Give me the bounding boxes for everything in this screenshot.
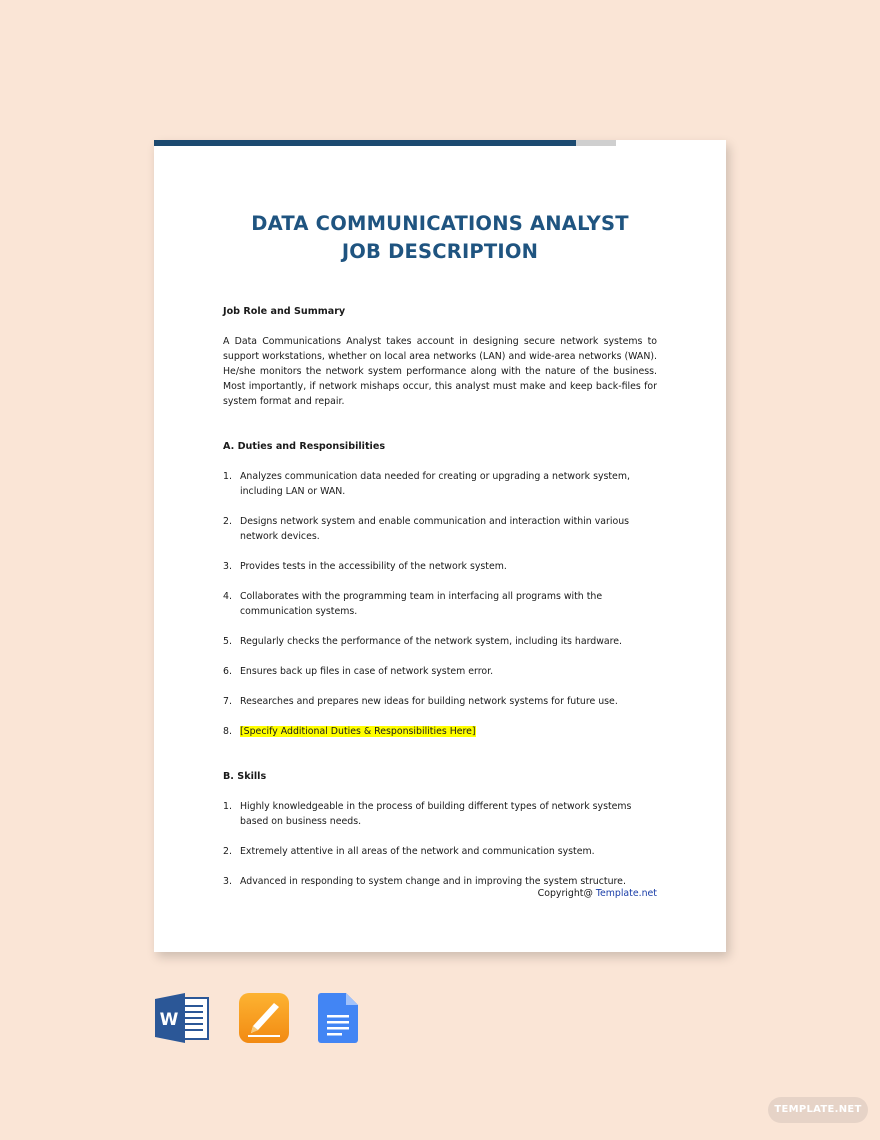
- list-item: [223, 694, 657, 709]
- item-number: 1.: [223, 801, 232, 812]
- top-accent-bar: [154, 140, 576, 146]
- list-item: [223, 634, 657, 649]
- copyright-notice: [538, 888, 657, 899]
- item-number: 1.: [223, 471, 232, 482]
- item-text: Analyzes communication data needed for creating or upgrading a network system, including LAN or WAN.: [240, 471, 630, 497]
- google-docs-icon[interactable]: [318, 993, 360, 1044]
- summary-heading: Job Role and Summary: [223, 306, 346, 317]
- word-letter: W: [159, 1010, 179, 1030]
- highlighted-placeholder: [Specify Additional Duties & Responsibilities Here]: [240, 726, 476, 737]
- list-item: [223, 664, 657, 679]
- item-number: 2.: [223, 516, 232, 527]
- item-text: Designs network system and enable communication and interaction within various network devices.: [240, 516, 630, 542]
- skills-heading: B. Skills: [223, 771, 267, 782]
- item-text: Advanced in responding to system change and in improving the system structure.: [240, 876, 626, 887]
- apple-pages-icon[interactable]: [238, 993, 290, 1044]
- ms-word-icon[interactable]: [155, 993, 211, 1043]
- top-accent-bar-gray: [576, 140, 616, 146]
- list-item: [223, 589, 657, 619]
- document-body: [223, 304, 657, 904]
- item-number: 3.: [223, 561, 232, 572]
- document-page: [154, 140, 726, 952]
- item-number: 3.: [223, 876, 232, 887]
- copyright-label: Copyright@: [537, 888, 596, 899]
- item-text: Provides tests in the accessibility of the network system.: [240, 561, 507, 572]
- item-number: 6.: [223, 666, 232, 677]
- item-number: 8.: [223, 726, 232, 737]
- list-item: [223, 799, 657, 829]
- copyright-link[interactable]: Template.net: [595, 888, 657, 899]
- item-text: Ensures back up files in case of network system error.: [240, 666, 494, 677]
- summary-paragraph: A Data Communications Analyst takes account in designing secure network systems to support workstations, whether on local area networks (LAN) and wide-area networks (WAN). He/she monitors the network system performance along with the nature of the business. Most importantly, if network mishaps occur, this analyst must make and keep back-files for system format and repair.: [223, 336, 657, 407]
- list-item: [223, 469, 657, 499]
- list-item: [223, 514, 657, 544]
- item-number: 4.: [223, 591, 232, 602]
- skills-list: [223, 799, 657, 889]
- item-number: 5.: [223, 636, 232, 647]
- list-item: [223, 559, 657, 574]
- title-line-1: DATA COMMUNICATIONS ANALYST: [251, 212, 629, 235]
- item-text: Highly knowledgeable in the process of building different types of network systems based on business needs.: [240, 801, 632, 827]
- item-text: Extremely attentive in all areas of the network and communication system.: [240, 846, 595, 857]
- list-item: [223, 724, 657, 739]
- document-title: [154, 210, 726, 266]
- title-line-2: JOB DESCRIPTION: [341, 240, 539, 263]
- duties-heading: A. Duties and Responsibilities: [223, 441, 386, 452]
- list-item: [223, 844, 657, 859]
- item-number: 7.: [223, 696, 232, 707]
- template-net-watermark: TEMPLATE.NET: [768, 1097, 868, 1123]
- item-text: Collaborates with the programming team in interfacing all programs with the communication systems.: [240, 591, 603, 617]
- item-text: Researches and prepares new ideas for building network systems for future use.: [240, 696, 618, 707]
- item-number: 2.: [223, 846, 232, 857]
- list-item: [223, 874, 657, 889]
- item-text: Regularly checks the performance of the network system, including its hardware.: [240, 636, 623, 647]
- duties-list: [223, 469, 657, 739]
